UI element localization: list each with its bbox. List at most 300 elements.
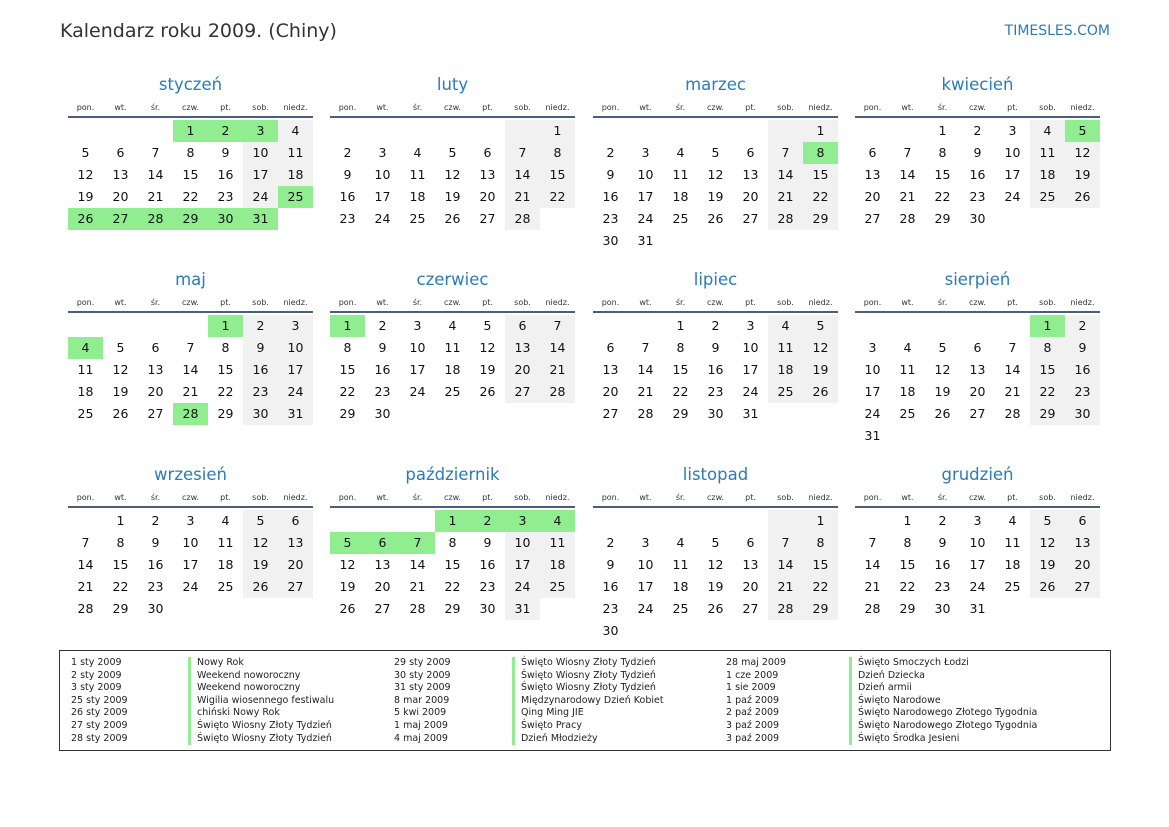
- day-cell[interactable]: 17: [864, 384, 881, 399]
- day-cell[interactable]: 8: [186, 145, 195, 160]
- day-cell[interactable]: 9: [973, 145, 982, 160]
- day-cell[interactable]: 30: [602, 233, 619, 248]
- day-cell[interactable]: 15: [112, 557, 129, 572]
- day-cell[interactable]: 22: [899, 579, 916, 594]
- day-cell[interactable]: 23: [934, 579, 951, 594]
- day-cell[interactable]: 17: [278, 359, 313, 381]
- day-cell[interactable]: 23: [1065, 381, 1100, 403]
- day-cell[interactable]: 10: [864, 362, 881, 377]
- day-cell[interactable]: 24: [637, 601, 654, 616]
- day-cell[interactable]: 29: [803, 208, 838, 230]
- day-cell[interactable]: 29: [339, 406, 356, 421]
- day-cell[interactable]: 6: [868, 145, 877, 160]
- day-cell[interactable]: 18: [1030, 164, 1065, 186]
- day-cell[interactable]: 24: [505, 576, 540, 598]
- day-cell[interactable]: 27: [602, 406, 619, 421]
- day-cell[interactable]: 3: [278, 315, 313, 337]
- day-cell[interactable]: 4: [278, 120, 313, 142]
- day-cell[interactable]: 17: [374, 189, 391, 204]
- day-cell[interactable]: 5: [711, 535, 720, 550]
- day-cell[interactable]: 24: [864, 406, 881, 421]
- day-cell[interactable]: 19: [707, 579, 724, 594]
- day-cell[interactable]: 23: [147, 579, 164, 594]
- day-cell[interactable]: 20: [479, 189, 496, 204]
- day-cell[interactable]: 27: [374, 601, 391, 616]
- day-cell[interactable]: 20: [969, 384, 986, 399]
- day-cell[interactable]: 31: [742, 406, 759, 421]
- day-cell[interactable]: 19: [444, 189, 461, 204]
- day-cell[interactable]: 12: [1065, 142, 1100, 164]
- day-cell[interactable]: 23: [217, 189, 234, 204]
- day-cell[interactable]: 5: [938, 340, 947, 355]
- day-cell[interactable]: 3: [378, 145, 387, 160]
- day-cell[interactable]: 13: [969, 362, 986, 377]
- day-cell[interactable]: 9: [711, 340, 720, 355]
- day-cell[interactable]: 16: [1065, 359, 1100, 381]
- day-cell[interactable]: 20: [505, 359, 540, 381]
- day-cell[interactable]: 20: [864, 189, 881, 204]
- day-cell[interactable]: 20: [278, 554, 313, 576]
- day-cell[interactable]: 15: [540, 164, 575, 186]
- day-cell[interactable]: 21: [505, 186, 540, 208]
- day-cell-holiday[interactable]: 3: [505, 510, 540, 532]
- day-cell[interactable]: 14: [899, 167, 916, 182]
- day-cell[interactable]: 28: [540, 381, 575, 403]
- day-cell[interactable]: 3: [868, 340, 877, 355]
- day-cell[interactable]: 16: [934, 557, 951, 572]
- day-cell[interactable]: 5: [711, 145, 720, 160]
- day-cell[interactable]: 4: [1030, 120, 1065, 142]
- day-cell-holiday[interactable]: 8: [803, 142, 838, 164]
- day-cell[interactable]: 25: [444, 384, 461, 399]
- day-cell[interactable]: 1: [540, 120, 575, 142]
- day-cell[interactable]: 14: [409, 557, 426, 572]
- day-cell[interactable]: 14: [182, 362, 199, 377]
- day-cell[interactable]: 21: [77, 579, 94, 594]
- day-cell-holiday[interactable]: 7: [400, 532, 435, 554]
- day-cell[interactable]: 28: [768, 208, 803, 230]
- day-cell[interactable]: 18: [899, 384, 916, 399]
- day-cell[interactable]: 17: [969, 557, 986, 572]
- day-cell[interactable]: 15: [934, 167, 951, 182]
- day-cell[interactable]: 25: [899, 406, 916, 421]
- day-cell[interactable]: 13: [1065, 532, 1100, 554]
- day-cell[interactable]: 5: [803, 315, 838, 337]
- day-cell[interactable]: 29: [934, 211, 951, 226]
- day-cell[interactable]: 26: [479, 384, 496, 399]
- day-cell[interactable]: 10: [742, 340, 759, 355]
- day-cell[interactable]: 19: [1065, 164, 1100, 186]
- day-cell[interactable]: 19: [803, 359, 838, 381]
- day-cell[interactable]: 25: [217, 579, 234, 594]
- day-cell[interactable]: 11: [77, 362, 94, 377]
- day-cell[interactable]: 9: [151, 535, 160, 550]
- day-cell-holiday[interactable]: 28: [173, 403, 208, 425]
- day-cell[interactable]: 26: [934, 406, 951, 421]
- day-cell[interactable]: 19: [243, 554, 278, 576]
- day-cell[interactable]: 25: [672, 601, 689, 616]
- day-cell-holiday[interactable]: 1: [1030, 315, 1065, 337]
- day-cell[interactable]: 25: [540, 576, 575, 598]
- day-cell[interactable]: 7: [186, 340, 195, 355]
- day-cell[interactable]: 27: [742, 601, 759, 616]
- day-cell[interactable]: 6: [505, 315, 540, 337]
- day-cell[interactable]: 7: [768, 142, 803, 164]
- day-cell[interactable]: 8: [1030, 337, 1065, 359]
- day-cell[interactable]: 11: [217, 535, 234, 550]
- day-cell[interactable]: 21: [637, 384, 654, 399]
- day-cell-holiday[interactable]: 31: [243, 208, 278, 230]
- day-cell[interactable]: 25: [672, 211, 689, 226]
- day-cell[interactable]: 24: [374, 211, 391, 226]
- day-cell[interactable]: 9: [378, 340, 387, 355]
- day-cell[interactable]: 14: [505, 164, 540, 186]
- day-cell[interactable]: 23: [707, 384, 724, 399]
- day-cell-holiday[interactable]: 4: [540, 510, 575, 532]
- day-cell[interactable]: 5: [448, 145, 457, 160]
- day-cell-holiday[interactable]: 3: [243, 120, 278, 142]
- day-cell[interactable]: 4: [676, 535, 685, 550]
- day-cell[interactable]: 28: [899, 211, 916, 226]
- day-cell[interactable]: 24: [243, 186, 278, 208]
- day-cell[interactable]: 14: [1004, 362, 1021, 377]
- day-cell[interactable]: 20: [112, 189, 129, 204]
- day-cell[interactable]: 30: [479, 601, 496, 616]
- day-cell[interactable]: 29: [1030, 403, 1065, 425]
- day-cell[interactable]: 10: [278, 337, 313, 359]
- day-cell[interactable]: 15: [672, 362, 689, 377]
- day-cell[interactable]: 20: [1065, 554, 1100, 576]
- day-cell[interactable]: 30: [934, 601, 951, 616]
- site-link[interactable]: TIMESLES.COM: [1004, 23, 1110, 39]
- day-cell[interactable]: 12: [1030, 532, 1065, 554]
- day-cell[interactable]: 6: [278, 510, 313, 532]
- day-cell[interactable]: 25: [77, 406, 94, 421]
- day-cell-holiday[interactable]: 4: [68, 337, 103, 359]
- day-cell[interactable]: 9: [606, 167, 615, 182]
- day-cell[interactable]: 16: [602, 189, 619, 204]
- day-cell[interactable]: 24: [1004, 189, 1021, 204]
- day-cell[interactable]: 10: [505, 532, 540, 554]
- day-cell[interactable]: 1: [116, 513, 125, 528]
- day-cell[interactable]: 4: [1008, 513, 1017, 528]
- day-cell[interactable]: 10: [637, 167, 654, 182]
- day-cell[interactable]: 13: [147, 362, 164, 377]
- day-cell[interactable]: 11: [672, 557, 689, 572]
- day-cell[interactable]: 10: [374, 167, 391, 182]
- day-cell[interactable]: 12: [339, 557, 356, 572]
- day-cell-holiday[interactable]: 1: [435, 510, 470, 532]
- day-cell[interactable]: 19: [112, 384, 129, 399]
- day-cell[interactable]: 23: [243, 381, 278, 403]
- day-cell[interactable]: 6: [151, 340, 160, 355]
- day-cell[interactable]: 13: [864, 167, 881, 182]
- day-cell[interactable]: 30: [1065, 403, 1100, 425]
- day-cell[interactable]: 17: [637, 579, 654, 594]
- day-cell[interactable]: 26: [707, 211, 724, 226]
- day-cell[interactable]: 13: [374, 557, 391, 572]
- day-cell[interactable]: 29: [672, 406, 689, 421]
- day-cell[interactable]: 18: [444, 362, 461, 377]
- day-cell[interactable]: 16: [707, 362, 724, 377]
- day-cell[interactable]: 12: [77, 167, 94, 182]
- day-cell[interactable]: 31: [969, 601, 986, 616]
- day-cell[interactable]: 11: [672, 167, 689, 182]
- day-cell[interactable]: 7: [151, 145, 160, 160]
- day-cell[interactable]: 19: [339, 579, 356, 594]
- day-cell[interactable]: 15: [182, 167, 199, 182]
- day-cell[interactable]: 27: [278, 576, 313, 598]
- day-cell-holiday[interactable]: 6: [365, 532, 400, 554]
- day-cell[interactable]: 20: [147, 384, 164, 399]
- day-cell[interactable]: 26: [339, 601, 356, 616]
- day-cell[interactable]: 5: [1030, 510, 1065, 532]
- day-cell[interactable]: 6: [1065, 510, 1100, 532]
- day-cell[interactable]: 22: [540, 186, 575, 208]
- day-cell[interactable]: 8: [803, 532, 838, 554]
- day-cell[interactable]: 11: [540, 532, 575, 554]
- day-cell[interactable]: 16: [374, 362, 391, 377]
- day-cell-holiday[interactable]: 2: [470, 510, 505, 532]
- day-cell[interactable]: 2: [378, 318, 387, 333]
- day-cell[interactable]: 12: [707, 167, 724, 182]
- day-cell[interactable]: 2: [606, 535, 615, 550]
- day-cell[interactable]: 30: [707, 406, 724, 421]
- day-cell[interactable]: 18: [672, 189, 689, 204]
- day-cell[interactable]: 5: [81, 145, 90, 160]
- day-cell[interactable]: 23: [479, 579, 496, 594]
- day-cell-holiday[interactable]: 1: [173, 120, 208, 142]
- day-cell[interactable]: 27: [479, 211, 496, 226]
- day-cell[interactable]: 3: [413, 318, 422, 333]
- day-cell[interactable]: 1: [803, 120, 838, 142]
- day-cell[interactable]: 2: [243, 315, 278, 337]
- day-cell[interactable]: 6: [746, 145, 755, 160]
- day-cell[interactable]: 24: [969, 579, 986, 594]
- day-cell[interactable]: 18: [409, 189, 426, 204]
- day-cell[interactable]: 27: [1065, 576, 1100, 598]
- day-cell[interactable]: 7: [505, 142, 540, 164]
- day-cell[interactable]: 13: [505, 337, 540, 359]
- day-cell-holiday[interactable]: 25: [278, 186, 313, 208]
- day-cell[interactable]: 22: [217, 384, 234, 399]
- day-cell[interactable]: 30: [243, 403, 278, 425]
- day-cell[interactable]: 11: [278, 142, 313, 164]
- day-cell[interactable]: 22: [182, 189, 199, 204]
- day-cell[interactable]: 9: [343, 167, 352, 182]
- day-cell[interactable]: 5: [116, 340, 125, 355]
- day-cell[interactable]: 23: [339, 211, 356, 226]
- day-cell[interactable]: 21: [768, 576, 803, 598]
- day-cell[interactable]: 18: [768, 359, 803, 381]
- day-cell[interactable]: 7: [868, 535, 877, 550]
- day-cell[interactable]: 4: [448, 318, 457, 333]
- day-cell-holiday[interactable]: 29: [173, 208, 208, 230]
- day-cell[interactable]: 3: [1008, 123, 1017, 138]
- day-cell[interactable]: 14: [77, 557, 94, 572]
- day-cell[interactable]: 8: [448, 535, 457, 550]
- day-cell[interactable]: 1: [903, 513, 912, 528]
- day-cell[interactable]: 5: [483, 318, 492, 333]
- day-cell[interactable]: 21: [147, 189, 164, 204]
- day-cell[interactable]: 10: [1004, 145, 1021, 160]
- day-cell[interactable]: 8: [116, 535, 125, 550]
- day-cell[interactable]: 2: [606, 145, 615, 160]
- day-cell[interactable]: 29: [899, 601, 916, 616]
- day-cell[interactable]: 15: [1030, 359, 1065, 381]
- day-cell[interactable]: 17: [182, 557, 199, 572]
- day-cell[interactable]: 25: [768, 381, 803, 403]
- day-cell[interactable]: 29: [217, 406, 234, 421]
- day-cell[interactable]: 22: [112, 579, 129, 594]
- day-cell[interactable]: 29: [444, 601, 461, 616]
- day-cell[interactable]: 25: [1030, 186, 1065, 208]
- day-cell[interactable]: 8: [938, 145, 947, 160]
- day-cell[interactable]: 3: [186, 513, 195, 528]
- day-cell[interactable]: 12: [112, 362, 129, 377]
- day-cell[interactable]: 15: [444, 557, 461, 572]
- day-cell[interactable]: 2: [151, 513, 160, 528]
- day-cell[interactable]: 4: [221, 513, 230, 528]
- day-cell[interactable]: 8: [540, 142, 575, 164]
- day-cell[interactable]: 16: [243, 359, 278, 381]
- day-cell[interactable]: 28: [768, 598, 803, 620]
- day-cell[interactable]: 7: [903, 145, 912, 160]
- day-cell[interactable]: 30: [147, 601, 164, 616]
- day-cell[interactable]: 30: [969, 211, 986, 226]
- day-cell[interactable]: 27: [147, 406, 164, 421]
- day-cell[interactable]: 20: [742, 579, 759, 594]
- day-cell[interactable]: 16: [339, 189, 356, 204]
- day-cell[interactable]: 9: [483, 535, 492, 550]
- day-cell[interactable]: 22: [803, 576, 838, 598]
- day-cell[interactable]: 12: [707, 557, 724, 572]
- day-cell[interactable]: 11: [899, 362, 916, 377]
- day-cell[interactable]: 8: [903, 535, 912, 550]
- day-cell[interactable]: 30: [374, 406, 391, 421]
- day-cell[interactable]: 26: [444, 211, 461, 226]
- day-cell[interactable]: 31: [278, 403, 313, 425]
- day-cell[interactable]: 13: [742, 557, 759, 572]
- day-cell[interactable]: 31: [505, 598, 540, 620]
- day-cell[interactable]: 14: [147, 167, 164, 182]
- day-cell[interactable]: 23: [969, 189, 986, 204]
- day-cell[interactable]: 16: [217, 167, 234, 182]
- day-cell[interactable]: 18: [77, 384, 94, 399]
- day-cell[interactable]: 28: [77, 601, 94, 616]
- day-cell[interactable]: 21: [182, 384, 199, 399]
- day-cell-holiday[interactable]: 28: [138, 208, 173, 230]
- day-cell[interactable]: 24: [409, 384, 426, 399]
- day-cell[interactable]: 21: [864, 579, 881, 594]
- day-cell[interactable]: 30: [602, 623, 619, 638]
- day-cell[interactable]: 12: [243, 532, 278, 554]
- day-cell[interactable]: 18: [540, 554, 575, 576]
- day-cell[interactable]: 9: [1065, 337, 1100, 359]
- day-cell[interactable]: 24: [278, 381, 313, 403]
- day-cell[interactable]: 4: [676, 145, 685, 160]
- day-cell[interactable]: 10: [409, 340, 426, 355]
- day-cell[interactable]: 9: [606, 557, 615, 572]
- day-cell[interactable]: 10: [243, 142, 278, 164]
- day-cell[interactable]: 14: [637, 362, 654, 377]
- day-cell[interactable]: 17: [742, 362, 759, 377]
- day-cell[interactable]: 9: [243, 337, 278, 359]
- day-cell[interactable]: 17: [505, 554, 540, 576]
- day-cell[interactable]: 28: [505, 208, 540, 230]
- day-cell[interactable]: 23: [602, 211, 619, 226]
- day-cell[interactable]: 16: [147, 557, 164, 572]
- day-cell[interactable]: 3: [641, 535, 650, 550]
- day-cell[interactable]: 11: [444, 340, 461, 355]
- day-cell[interactable]: 9: [221, 145, 230, 160]
- day-cell[interactable]: 13: [278, 532, 313, 554]
- day-cell[interactable]: 13: [112, 167, 129, 182]
- day-cell[interactable]: 22: [444, 579, 461, 594]
- day-cell-holiday[interactable]: 5: [330, 532, 365, 554]
- day-cell[interactable]: 4: [768, 315, 803, 337]
- day-cell[interactable]: 7: [81, 535, 90, 550]
- day-cell[interactable]: 13: [479, 167, 496, 182]
- day-cell[interactable]: 6: [606, 340, 615, 355]
- day-cell[interactable]: 18: [1004, 557, 1021, 572]
- day-cell[interactable]: 3: [973, 513, 982, 528]
- day-cell[interactable]: 21: [1004, 384, 1021, 399]
- day-cell[interactable]: 4: [903, 340, 912, 355]
- day-cell[interactable]: 19: [77, 189, 94, 204]
- day-cell[interactable]: 8: [343, 340, 352, 355]
- day-cell[interactable]: 12: [444, 167, 461, 182]
- day-cell[interactable]: 15: [899, 557, 916, 572]
- day-cell[interactable]: 16: [969, 167, 986, 182]
- day-cell[interactable]: 7: [540, 315, 575, 337]
- day-cell[interactable]: 2: [343, 145, 352, 160]
- day-cell[interactable]: 24: [637, 211, 654, 226]
- day-cell[interactable]: 21: [899, 189, 916, 204]
- day-cell[interactable]: 2: [711, 318, 720, 333]
- day-cell[interactable]: 15: [217, 362, 234, 377]
- day-cell[interactable]: 28: [409, 601, 426, 616]
- day-cell[interactable]: 14: [768, 164, 803, 186]
- day-cell[interactable]: 10: [637, 557, 654, 572]
- day-cell[interactable]: 16: [479, 557, 496, 572]
- day-cell[interactable]: 22: [1030, 381, 1065, 403]
- day-cell[interactable]: 2: [938, 513, 947, 528]
- day-cell[interactable]: 15: [339, 362, 356, 377]
- day-cell[interactable]: 27: [969, 406, 986, 421]
- day-cell[interactable]: 15: [803, 554, 838, 576]
- day-cell[interactable]: 3: [746, 318, 755, 333]
- day-cell[interactable]: 7: [1008, 340, 1017, 355]
- day-cell[interactable]: 21: [768, 186, 803, 208]
- day-cell[interactable]: 17: [637, 189, 654, 204]
- day-cell[interactable]: 28: [1004, 406, 1021, 421]
- day-cell[interactable]: 21: [540, 359, 575, 381]
- day-cell[interactable]: 18: [217, 557, 234, 572]
- day-cell[interactable]: 22: [803, 186, 838, 208]
- day-cell[interactable]: 19: [707, 189, 724, 204]
- day-cell[interactable]: 6: [483, 145, 492, 160]
- day-cell[interactable]: 22: [339, 384, 356, 399]
- day-cell[interactable]: 28: [637, 406, 654, 421]
- day-cell[interactable]: 27: [864, 211, 881, 226]
- day-cell[interactable]: 29: [112, 601, 129, 616]
- day-cell[interactable]: 7: [641, 340, 650, 355]
- day-cell[interactable]: 15: [803, 164, 838, 186]
- day-cell[interactable]: 24: [182, 579, 199, 594]
- day-cell[interactable]: 2: [1065, 315, 1100, 337]
- day-cell[interactable]: 27: [505, 381, 540, 403]
